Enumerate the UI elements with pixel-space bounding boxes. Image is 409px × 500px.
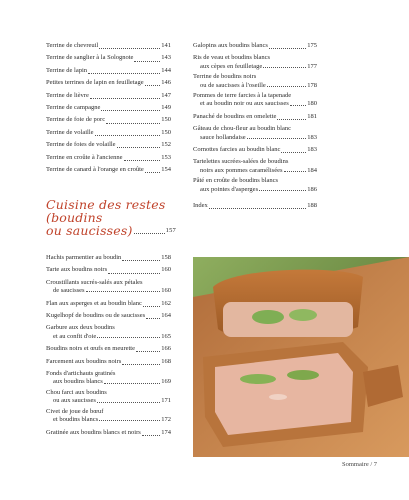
- toc-entry-title: Cornottes farcies au boudin blanc: [193, 146, 281, 154]
- toc-entry-title-line: Terrine de boudins noirs: [193, 73, 257, 81]
- dot-leader: [209, 208, 306, 209]
- dot-leader: [134, 61, 160, 62]
- toc-entry: [46, 356, 171, 368]
- toc-right-column: [193, 40, 317, 213]
- toc-entry-page: 152: [161, 141, 171, 149]
- toc-entry-page: 184: [307, 166, 317, 174]
- toc-entry-page: 162: [161, 299, 171, 307]
- toc-section-entries: [46, 252, 171, 439]
- toc-entry: [46, 343, 171, 355]
- toc-entry: [46, 139, 171, 151]
- dot-leader: [142, 435, 160, 436]
- toc-entry: [46, 279, 171, 296]
- dot-leader: [86, 291, 161, 292]
- page-footer: Sommaire / 7: [342, 461, 378, 468]
- toc-entry-page: 150: [161, 128, 171, 136]
- toc-entry-title: Index: [193, 202, 208, 210]
- toc-entry-page: 186: [307, 185, 317, 193]
- toc-entry: [46, 90, 171, 102]
- toc-entry: [46, 408, 171, 425]
- terrine-photo: [193, 257, 409, 457]
- toc-entry-title-line: sauce hollandaise: [200, 133, 246, 141]
- toc-entry-page: 160: [161, 287, 171, 295]
- toc-entry-page: 153: [161, 153, 171, 161]
- toc-entry-title: Terrine de volaille: [46, 128, 94, 136]
- toc-entry: [193, 144, 317, 156]
- toc-entry-title: Farcement aux boudins noirs: [46, 357, 122, 365]
- toc-entry-page: 181: [307, 112, 317, 120]
- toc-entry: [193, 200, 317, 212]
- dot-leader: [97, 337, 160, 338]
- dot-leader: [263, 67, 306, 68]
- toc-entry: [46, 370, 171, 387]
- toc-entry-page: 146: [161, 79, 171, 87]
- dot-leader: [101, 110, 160, 111]
- toc-entry-title: Terrine de lapin: [46, 66, 88, 74]
- dot-leader: [290, 105, 306, 106]
- toc-entry-title-line: Pâté en croûte de boudins blancs: [193, 177, 279, 185]
- toc-left-column: [46, 40, 171, 176]
- toc-entry-page: 165: [161, 332, 171, 340]
- dot-leader: [146, 318, 160, 319]
- section-heading-line-1: Cuisine des restes: [46, 197, 166, 212]
- toc-entry-title-line: Gâteau de chou-fleur au boudin blanc: [193, 125, 292, 133]
- toc-entry: [193, 158, 317, 175]
- toc-entry-title-line: de saucisses: [53, 287, 85, 295]
- toc-entry: [46, 40, 171, 52]
- toc-entry-page: 143: [161, 54, 171, 62]
- toc-entry-page: 144: [161, 66, 171, 74]
- toc-entry-title: Terrine de foie de porc: [46, 116, 106, 124]
- toc-entry-page: 172: [161, 416, 171, 424]
- toc-entry-title: Kugelhopf de boudins ou de saucisses: [46, 312, 146, 320]
- toc-entry-title-line: Fonds d'artichauts gratinés: [46, 370, 116, 378]
- toc-entry-title: Terrine de chevreuil: [46, 42, 99, 49]
- toc-entry-page: 171: [161, 397, 171, 405]
- toc-entry-title-line: ou aux saucisses: [53, 397, 96, 405]
- toc-entry-title: Tarte aux boudins noirs: [46, 266, 108, 274]
- dot-leader: [259, 190, 306, 191]
- toc-entry-page: 174: [161, 428, 171, 436]
- toc-entry: [193, 40, 317, 52]
- toc-entry-page: 169: [161, 378, 171, 386]
- dot-leader: [145, 172, 160, 173]
- toc-entry-page: 175: [307, 42, 317, 49]
- toc-entry-title: Boudins noirs et œufs en meurette: [46, 345, 135, 353]
- toc-entry-title-line: ou de saucisses à l'oseille: [200, 81, 266, 89]
- toc-entry: [46, 298, 171, 310]
- toc-entry-page: 180: [307, 100, 317, 108]
- section-heading-line-3: ou saucisses) 157: [46, 223, 176, 238]
- toc-entry-title: Terrine de sanglier à la Solognote: [46, 54, 134, 62]
- dot-leader: [122, 260, 160, 261]
- dot-leader: [136, 351, 160, 352]
- dot-leader: [104, 383, 160, 384]
- toc-entry: [46, 152, 171, 164]
- toc-entry-page: 166: [161, 345, 171, 353]
- toc-entry: [46, 114, 171, 126]
- toc-entry-title-line: Pommes de terre farcies à la tapenade: [193, 92, 292, 100]
- toc-entry-title: Terrine de campagne: [46, 104, 101, 112]
- toc-entry-title: Terrine de foies de volaille: [46, 141, 116, 149]
- toc-entry-title: Galopins aux boudins blancs: [193, 42, 268, 49]
- toc-entry-title: Hachis parmentier au boudin: [46, 254, 122, 261]
- toc-entry-page: 141: [161, 42, 171, 49]
- dot-leader: [145, 85, 161, 86]
- dot-leader: [99, 420, 160, 421]
- dot-leader: [284, 171, 307, 172]
- toc-entry-title-line: Ris de veau et boudins blancs: [193, 54, 271, 62]
- terrine-slice: [203, 342, 368, 447]
- toc-entry-title: Terrine de lièvre: [46, 91, 89, 99]
- section-heading-line-2: (boudins: [46, 210, 103, 225]
- dot-leader: [88, 73, 160, 74]
- toc-entry-page: 183: [307, 133, 317, 141]
- toc-entry-title: Flan aux asperges et au boudin blanc: [46, 299, 142, 307]
- toc-entry-page: 154: [161, 166, 171, 174]
- toc-entry-page: 183: [307, 146, 317, 154]
- toc-entry: [193, 92, 317, 109]
- dot-leader: [90, 98, 160, 99]
- toc-entry-title: Panaché de boudins en omelette: [193, 112, 277, 120]
- toc-entry-page: 160: [161, 266, 171, 274]
- toc-entry: [46, 164, 171, 176]
- toc-entry: [46, 77, 171, 89]
- toc-entry: [193, 177, 317, 194]
- dot-leader: [247, 138, 307, 139]
- toc-entry-page: 177: [307, 62, 317, 70]
- dot-leader: [95, 135, 161, 136]
- toc-entry-title: Gratinée aux boudins blancs et noirs: [46, 428, 141, 436]
- dot-leader: [124, 160, 161, 161]
- toc-entry: [193, 54, 317, 71]
- section-heading: [46, 198, 176, 237]
- toc-entry-title: Terrine en croûte à l'ancienne: [46, 153, 123, 161]
- toc-entry: [46, 65, 171, 77]
- dot-leader: [143, 306, 160, 307]
- toc-entry-title-line: Chou farci aux boudins: [46, 388, 107, 396]
- toc-entry-title-line: Garbure aux deux boudins: [46, 324, 115, 332]
- toc-entry-title-line: aux boudins blancs: [53, 378, 103, 386]
- toc-entry-page: 150: [161, 116, 171, 124]
- terrine-loaf: [213, 270, 363, 337]
- toc-entry: [46, 324, 171, 341]
- toc-entry: [193, 125, 317, 142]
- dot-leader: [99, 48, 160, 49]
- toc-entry: [46, 52, 171, 64]
- toc-entry: [46, 389, 171, 406]
- section-page: 157: [165, 227, 176, 234]
- toc-entry: [46, 102, 171, 114]
- dot-leader: [267, 86, 306, 87]
- toc-entry-page: 188: [307, 202, 317, 210]
- toc-entry-page: 147: [161, 91, 171, 99]
- toc-entry-page: 149: [161, 104, 171, 112]
- dot-leader: [108, 273, 160, 274]
- toc-entry-title-line: Tartelettes sucrées-salées de boudins: [193, 158, 289, 166]
- toc-entry: [46, 252, 171, 264]
- toc-entry: [193, 111, 317, 123]
- toc-entry-page: 164: [161, 312, 171, 320]
- dot-leader: [106, 123, 160, 124]
- toc-entry-title-line: et boudins blancs: [53, 416, 99, 424]
- toc-entry-page: 178: [307, 81, 317, 89]
- dot-leader: [281, 152, 306, 153]
- toc-entry: [46, 264, 171, 276]
- toc-entry-title-line: aux pointes d'asperges: [200, 185, 259, 193]
- dot-leader: [269, 48, 306, 49]
- toc-entry-title: Petites terrines de lapin en feuilletage: [46, 79, 144, 87]
- toc-entry: [193, 73, 317, 90]
- toc-entry: [46, 427, 171, 439]
- toc-entry-title: Terrine de canard à l'orange en croûte: [46, 166, 144, 174]
- dot-leader: [277, 119, 306, 120]
- dot-leader: [122, 364, 160, 365]
- toc-entry: [46, 127, 171, 139]
- dot-leader: [97, 402, 160, 403]
- toc-entry-page: 158: [161, 254, 171, 261]
- toc-entry-title-line: et au confit d'oie: [53, 332, 97, 340]
- toc-entry-title-line: Croustillants sucrés-salés aux pétales: [46, 278, 143, 286]
- dot-leader: [117, 147, 161, 148]
- toc-entry: [46, 310, 171, 322]
- toc-entry-page: 168: [161, 357, 171, 365]
- toc-entry-title-line: noirs aux pommes caramélisées: [200, 166, 283, 174]
- toc-entry-title-line: Civet de joue de bœuf: [46, 407, 104, 415]
- toc-entry-title-line: aux cèpes en feuilletage: [200, 62, 263, 70]
- toc-entry-title-line: et au boudin noir ou aux saucisses: [200, 100, 289, 108]
